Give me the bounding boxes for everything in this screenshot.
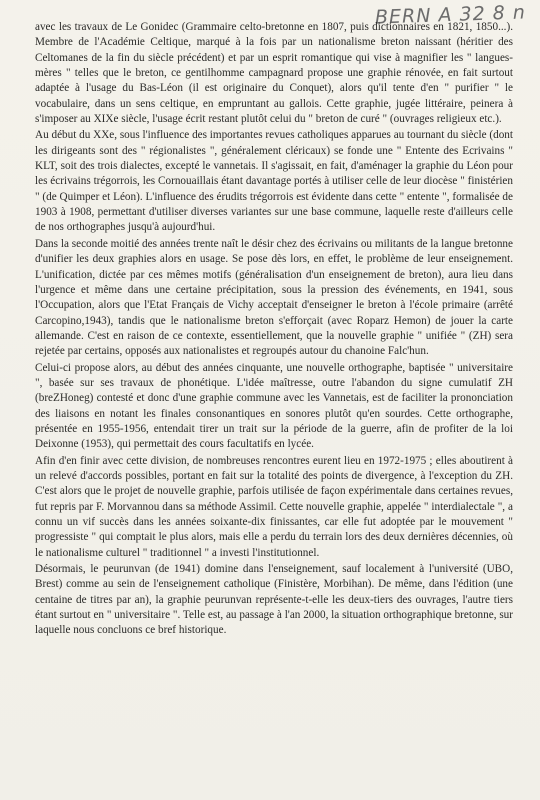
- paragraph-le-gonidec: avec les travaux de Le Gonidec (Grammaire celto-bretonne en 1807, puis dictionnaires en 1821, 1850...). Membre de l'Académie Celtique, marqué à la fois par un nationalisme breton naissant (héritier des Celtomanes de la fin du siècle précédent) et par un esprit romantique qui vise à magnifier les " langues-mères " telles que le breton, ce gentilhomme campagnard propose une graphie rénovée, en fait surtout adaptée à l'usage du Bas-Léon (il est originaire du Conquet), alors qu'il tente d'en " purifier " le vocabulaire, dans un sens celtique, en empruntant au gallois. Cette graphie, jugée littéraire, peinera à s'imposer au XIXe siècle, l'usage écrit restant plutôt celui du " breton de curé " (ouvrages religieux etc.).: [35, 21, 513, 126]
- paragraph-entente-klt: Au début du XXe, sous l'influence des importantes revues catholiques apparues au tournant du siècle (dont les dirigeants sont des " régionalistes ", généralement cléricaux) se fonde une " Entente des Ecrivains " KLT, soit des trois dialectes, excepté le vannetais. Il s'agissait, en fait, d'aménager la graphie du Léon pour les écrivains trégorrois, les Cornouaillais étant davantage portés à utiliser celle de leur diocèse " finistérien " (de Quimper et Léon). L'influence des érudits trégorrois est évidente dans cette " entente ", formalisée de 1903 à 1908, permettant d'utiliser diverses variantes sur une base commune, laquelle reste d'ailleurs celle de nos orthographes jusqu'à aujourd'hui.: [35, 129, 513, 234]
- page-body-text: [35, 20, 513, 639]
- paragraph-unification-1941: Dans la seconde moitié des années trente naît le désir chez des écrivains ou militants de la langue bretonne d'unifier les deux graphies alors en usage. Se pose dès lors, en effet, le problème de leur enseignement. L'unification, dictée par ces mêmes motifs (généralisation d'un enseignement de breton), aura lieu dans l'urgence et même dans une certaine précipitation, sous la pression des événements, en 1941, sous l'Occupation, alors que l'Etat Français de Vichy acceptait d'enseigner le breton à l'école primaire (arrêté Carcopino,1943), tandis que le nationalisme breton s'efforçait (avec Roparz Hemon) de jouer la carte allemande. C'est en raison de ce contexte, essentiellement, que la nouvelle graphie " unifiée " (ZH) sera rejetée par certains, opposés aux nationalistes et regroupés autour du chanoine Falc'hun.: [35, 237, 513, 358]
- paragraph-falchun-universitaire: Celui-ci propose alors, au début des années cinquante, une nouvelle orthographe, baptisée " universitaire ", basée sur ses travaux de phonétique. L'idée maîtresse, outre l'abandon du signe cumulatif ZH (breZHoneg) contesté et donc d'une graphie commune avec les Vannetais, est de faciliter la prononciation des liaisons en notant les finales consonantiques en sonores plutôt qu'en sourdes. Cette orthographe, présentée en 1955-1956, entendait tirer un trait sur la période de la guerre, afin de profiter de la loi Deixonne (1953), qui permettait des cours facultatifs en lycée.: [35, 361, 513, 451]
- paragraph-interdialectale: Afin d'en finir avec cette division, de nombreuses rencontres eurent lieu en 1972-1975 ; elles aboutirent à un relevé d'accords possibles, portant en fait sur la totalité des points de divergence, à l'exception du ZH. C'est alors que le projet de nouvelle graphie, parfois utilisée de façon expérimentale dans certaines revues, fut repris par F. Morvannou dans sa méthode Assimil. Cette nouvelle graphie, appelée " interdialectale ", a connu un vif succès dans les années soixante-dix finissantes, car elle fut adoptée par le mouvement " progressiste " qui comptait le plus alors, mais elle a perdu du terrain lors des deux dernières décennies, où le nationalisme culturel " traditionnel " a investi l'institutionnel.: [35, 454, 513, 559]
- archive-catalog-mark: BERN A 32 8 n: [374, 1, 527, 29]
- paragraph-peurunvan-today: Désormais, le peurunvan (de 1941) domine dans l'enseignement, sauf localement à l'université (UBO, Brest) comme au sein de l'enseignement catholique (Finistère, Morbihan). De même, dans l'édition (une centaine de titres par an), la graphie peurunvan représente-t-elle les deux-tiers des ouvrages, l'autre tiers étant surtout en " universitaire ". Telle est, au passage à l'an 2000, la situation orthographique bretonne, sur laquelle nous concluons ce bref historique.: [35, 563, 513, 637]
